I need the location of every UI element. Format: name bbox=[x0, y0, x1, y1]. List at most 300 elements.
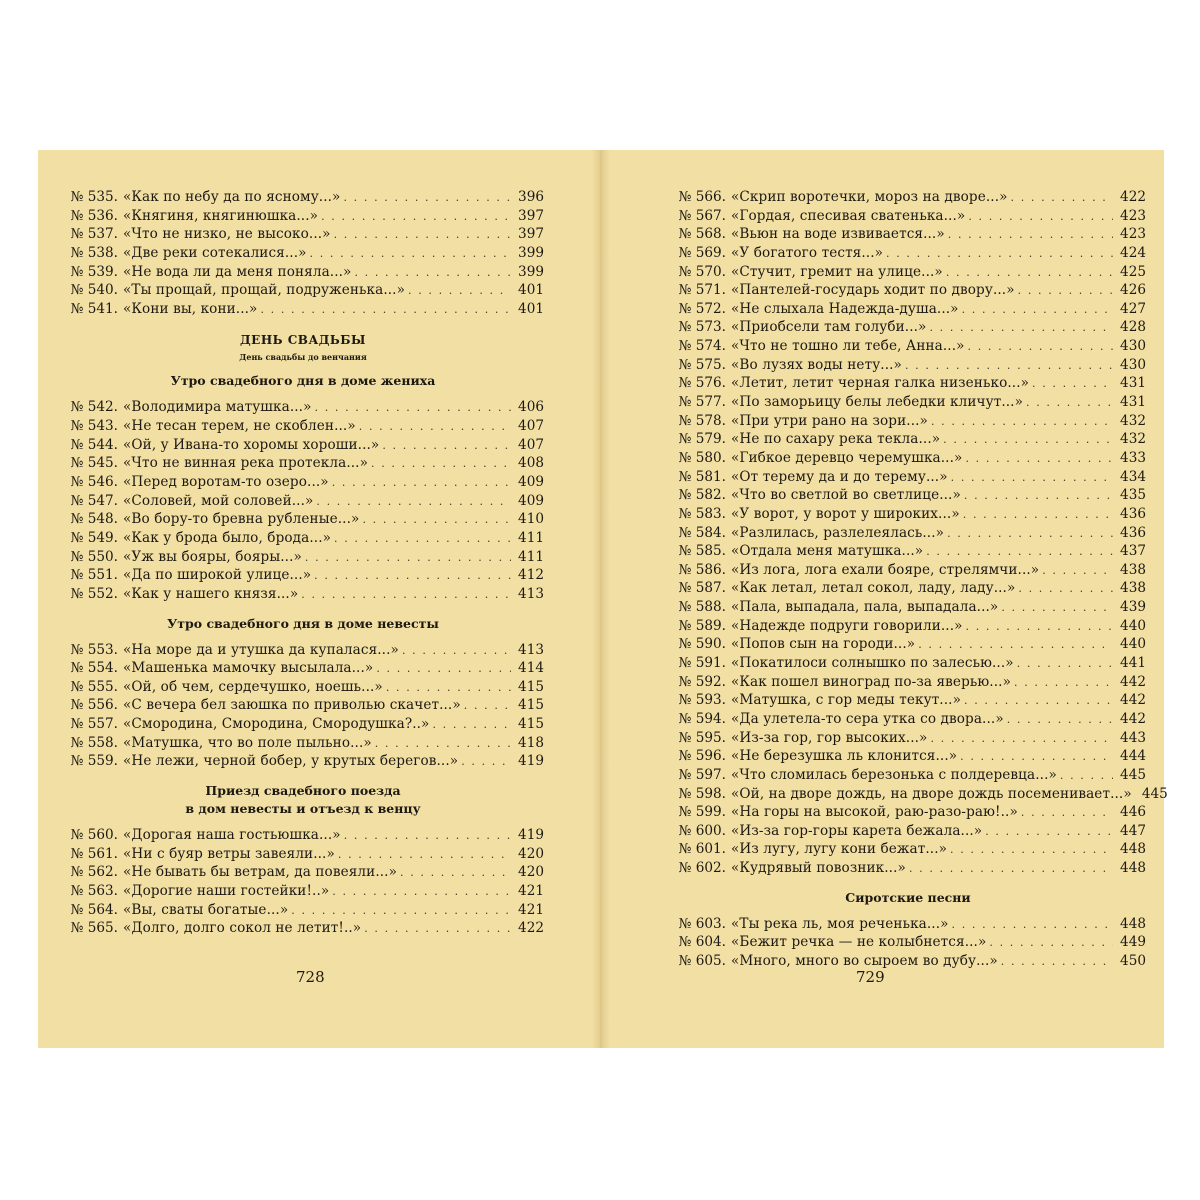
section-subheading: День свадьбы до венчания bbox=[239, 352, 367, 363]
entry-page: 427 bbox=[1120, 300, 1146, 317]
entry-number: № 575. bbox=[678, 356, 726, 373]
entry-title: «На море да и утушка да купалася...» bbox=[123, 641, 399, 658]
entry-page: 439 bbox=[1120, 599, 1146, 616]
entry-list bbox=[62, 642, 544, 772]
dot-leader bbox=[338, 848, 511, 861]
entry-number: № 599. bbox=[678, 804, 726, 821]
entry-page: 450 bbox=[1120, 952, 1146, 969]
entry-number: № 570. bbox=[678, 263, 726, 280]
entry-number: № 568. bbox=[678, 226, 726, 243]
toc-entry bbox=[670, 655, 1146, 674]
toc-entry bbox=[62, 902, 544, 921]
entry-title: «С вечера бел заюшка по приволью скачет...» bbox=[123, 697, 461, 714]
entry-number: № 561. bbox=[70, 845, 118, 862]
entry-page: 401 bbox=[518, 300, 544, 317]
group-heading: Утро свадебного дня в доме жениха bbox=[170, 373, 436, 389]
toc-entry bbox=[62, 697, 544, 716]
entry-page: 397 bbox=[518, 207, 544, 224]
entry-title: «При утри рано на зори...» bbox=[731, 412, 928, 429]
toc-entry bbox=[670, 767, 1146, 786]
entry-number: № 586. bbox=[678, 561, 726, 578]
dot-leader bbox=[1018, 582, 1113, 595]
entry-title: «Не березушка ль клонится...» bbox=[731, 748, 958, 765]
dot-leader bbox=[344, 829, 511, 842]
dot-leader bbox=[371, 457, 511, 470]
entry-page: 438 bbox=[1120, 561, 1146, 578]
dot-leader bbox=[408, 284, 511, 297]
toc-entry bbox=[62, 264, 544, 283]
entry-number: № 551. bbox=[70, 567, 118, 584]
dot-leader bbox=[321, 210, 511, 223]
group-heading: Утро свадебного дня в доме невесты bbox=[167, 615, 439, 631]
entry-number: № 564. bbox=[70, 901, 118, 918]
entry-page: 401 bbox=[518, 282, 544, 299]
entry-title: «Не тесан терем, не скоблен...» bbox=[123, 418, 356, 435]
entry-title: «Как пошел виноград по-за яверью...» bbox=[731, 673, 1011, 690]
entry-list bbox=[62, 189, 544, 319]
entry-number: № 593. bbox=[678, 692, 726, 709]
entry-title: «Попов сын на городи...» bbox=[731, 636, 916, 653]
entry-title: «Ой, у Ивана-то хоромы хороши...» bbox=[123, 436, 380, 453]
entry-page: 425 bbox=[1120, 263, 1146, 280]
dot-leader bbox=[886, 247, 1113, 260]
dot-leader bbox=[354, 266, 511, 279]
dot-leader bbox=[1060, 769, 1113, 782]
dot-leader bbox=[1011, 191, 1113, 204]
entry-number: № 578. bbox=[678, 412, 726, 429]
dot-leader bbox=[332, 885, 511, 898]
toc-entry bbox=[62, 920, 544, 939]
entry-title: «На горы на высокой, раю-разо-раю!..» bbox=[731, 804, 1018, 821]
dot-leader bbox=[1017, 657, 1113, 670]
entry-title: «Приобсели там голуби...» bbox=[731, 319, 927, 336]
dot-leader bbox=[909, 862, 1113, 875]
toc-column-right bbox=[670, 189, 1168, 972]
entry-page: 436 bbox=[1120, 505, 1146, 522]
entry-page: 407 bbox=[518, 436, 544, 453]
entry-page: 424 bbox=[1120, 244, 1146, 261]
book-gutter bbox=[592, 150, 610, 1048]
entry-page: 399 bbox=[518, 263, 544, 280]
entry-number: № 545. bbox=[70, 455, 118, 472]
entry-page: 423 bbox=[1120, 207, 1146, 224]
entry-number: № 583. bbox=[678, 505, 726, 522]
entry-title: «Матушка, что во поле пыльно...» bbox=[123, 734, 372, 751]
entry-number: № 571. bbox=[678, 282, 726, 299]
entry-number: № 562. bbox=[70, 864, 118, 881]
entry-number: № 547. bbox=[70, 492, 118, 509]
entry-title: «От терему да и до терему...» bbox=[731, 468, 948, 485]
entry-title: «Во лузях воды нету...» bbox=[731, 356, 902, 373]
left-page bbox=[38, 150, 592, 1048]
entry-page: 411 bbox=[518, 529, 544, 546]
entry-title: «Ой, об чем, сердечушко, ноешь...» bbox=[123, 678, 383, 695]
toc-entry bbox=[670, 245, 1146, 264]
toc-entry bbox=[670, 208, 1146, 227]
entry-page: 447 bbox=[1120, 822, 1146, 839]
entry-title: «Ой, на дворе дождь, на дворе дождь посеменивает...» bbox=[731, 785, 1132, 802]
entry-title: «Что сломилась березонька с полдеревца...» bbox=[731, 766, 1057, 783]
toc-entry bbox=[62, 846, 544, 865]
entry-number: № 585. bbox=[678, 543, 726, 560]
entry-number: № 598. bbox=[678, 785, 726, 802]
entry-title: «Скрип воротечки, мороз на дворе...» bbox=[731, 189, 1008, 205]
toc-entry bbox=[670, 841, 1146, 860]
dot-leader bbox=[1026, 396, 1113, 409]
entry-title: «Матушка, с гор меды текут...» bbox=[731, 692, 961, 709]
entry-page: 430 bbox=[1120, 356, 1146, 373]
toc-entry bbox=[670, 487, 1146, 506]
entry-title: «Из лугу, лугу кони бежат...» bbox=[731, 841, 948, 858]
toc-entry bbox=[670, 636, 1146, 655]
dot-leader bbox=[943, 433, 1113, 446]
entry-number: № 584. bbox=[678, 524, 726, 541]
dot-leader bbox=[334, 228, 511, 241]
entry-number: № 588. bbox=[678, 599, 726, 616]
entry-page: 408 bbox=[518, 455, 544, 472]
right-page bbox=[610, 150, 1168, 1048]
toc-entry bbox=[62, 455, 544, 474]
entry-number: № 576. bbox=[678, 375, 726, 392]
entry-title: «Из-за гор, гор высоких...» bbox=[731, 729, 928, 746]
entry-page: 418 bbox=[518, 734, 544, 751]
dot-leader bbox=[968, 340, 1113, 353]
dot-leader bbox=[968, 210, 1113, 223]
entry-title: «Володимира матушка...» bbox=[123, 399, 312, 416]
entry-page: 432 bbox=[1120, 431, 1146, 448]
dot-leader bbox=[464, 699, 511, 712]
toc-entry bbox=[670, 543, 1146, 562]
dot-leader bbox=[962, 303, 1113, 316]
dot-leader bbox=[1042, 564, 1113, 577]
toc-entry bbox=[670, 711, 1146, 730]
entry-page: 415 bbox=[518, 697, 544, 714]
dot-leader bbox=[963, 508, 1113, 521]
toc-entry bbox=[62, 474, 544, 493]
entry-title: «По заморьицу белы лебедки кличут...» bbox=[731, 394, 1024, 411]
toc-entry bbox=[670, 338, 1146, 357]
toc-entry bbox=[670, 823, 1146, 842]
toc-entry bbox=[62, 660, 544, 679]
dot-leader bbox=[291, 904, 511, 917]
entry-title: «Ты прощай, прощай, подруженька...» bbox=[123, 282, 406, 299]
entry-number: № 590. bbox=[678, 636, 726, 653]
entry-page: 434 bbox=[1120, 468, 1146, 485]
dot-leader bbox=[382, 439, 511, 452]
toc-entry bbox=[670, 506, 1146, 525]
toc-entry bbox=[62, 511, 544, 530]
toc-entry bbox=[62, 437, 544, 456]
toc-entry bbox=[670, 394, 1146, 413]
entry-page: 407 bbox=[518, 418, 544, 435]
entry-number: № 577. bbox=[678, 394, 726, 411]
dot-leader bbox=[989, 936, 1113, 949]
entry-page: 444 bbox=[1120, 748, 1146, 765]
entry-title: «Ни с буяр ветры завеяли...» bbox=[123, 845, 335, 862]
toc-entry bbox=[670, 916, 1146, 935]
dot-leader bbox=[402, 644, 511, 657]
entry-number: № 537. bbox=[70, 226, 118, 243]
entry-page: 445 bbox=[1141, 785, 1168, 802]
entry-number: № 550. bbox=[70, 548, 118, 565]
dot-leader bbox=[931, 415, 1113, 428]
toc-entry bbox=[670, 599, 1146, 618]
entry-page: 442 bbox=[1120, 692, 1146, 709]
toc-entry bbox=[670, 580, 1146, 599]
dot-leader bbox=[1021, 806, 1113, 819]
dot-leader bbox=[1001, 955, 1113, 968]
entry-page: 396 bbox=[518, 189, 544, 205]
toc-entry bbox=[62, 208, 544, 227]
entry-title: «Пала, выпадала, пала, выпадала...» bbox=[731, 599, 999, 616]
entry-page: 448 bbox=[1120, 841, 1146, 858]
entry-title: «Две реки сотекалися...» bbox=[123, 244, 307, 261]
entry-page: 440 bbox=[1120, 617, 1146, 634]
dot-leader bbox=[376, 662, 511, 675]
toc-entry bbox=[670, 319, 1146, 338]
entry-number: № 582. bbox=[678, 487, 726, 504]
entry-title: «Как по небу да по ясному...» bbox=[123, 189, 341, 205]
entry-title: «У богатого тестя...» bbox=[731, 244, 884, 261]
entry-number: № 539. bbox=[70, 263, 118, 280]
toc-entry bbox=[670, 189, 1146, 208]
toc-entry bbox=[62, 679, 544, 698]
dot-leader bbox=[926, 545, 1113, 558]
entry-page: 413 bbox=[518, 585, 544, 602]
entry-number: № 591. bbox=[678, 655, 726, 672]
toc-entry bbox=[670, 804, 1146, 823]
entry-title: «Не лежи, черной бобер, у крутых берегов...» bbox=[123, 753, 459, 770]
entry-title: «Бежит речка — не колыбнется...» bbox=[731, 934, 987, 951]
entry-page: 399 bbox=[518, 244, 544, 261]
entry-page: 420 bbox=[518, 845, 544, 862]
entry-number: № 572. bbox=[678, 300, 726, 317]
toc-entry bbox=[62, 642, 544, 661]
entry-number: № 592. bbox=[678, 673, 726, 690]
entry-title: «Что не низко, не высоко...» bbox=[123, 226, 331, 243]
toc-entry bbox=[62, 549, 544, 568]
entry-number: № 557. bbox=[70, 716, 118, 733]
dot-leader bbox=[966, 620, 1113, 633]
entry-page: 419 bbox=[518, 753, 544, 770]
toc-entry bbox=[670, 357, 1146, 376]
dot-leader bbox=[364, 922, 511, 935]
entry-title: «Кудрявый повозник...» bbox=[731, 860, 906, 877]
entry-number: № 546. bbox=[70, 474, 118, 491]
entry-number: № 548. bbox=[70, 511, 118, 528]
entry-page: 446 bbox=[1120, 804, 1146, 821]
entry-number: № 549. bbox=[70, 529, 118, 546]
entry-title: «Что не тошно ли тебе, Анна...» bbox=[731, 338, 965, 355]
entry-title: «Что во светлой во светлице...» bbox=[731, 487, 961, 504]
entry-title: «Надежде подруги говорили...» bbox=[731, 617, 963, 634]
dot-leader bbox=[1018, 284, 1113, 297]
entry-number: № 603. bbox=[678, 915, 726, 932]
dot-leader bbox=[1001, 601, 1113, 614]
entry-page: 443 bbox=[1120, 729, 1146, 746]
toc-entry bbox=[62, 753, 544, 772]
entry-number: № 566. bbox=[678, 189, 726, 205]
toc-entry bbox=[62, 399, 544, 418]
dot-leader bbox=[930, 732, 1113, 745]
entry-page: 410 bbox=[518, 511, 544, 528]
entry-page: 422 bbox=[518, 920, 544, 937]
dot-leader bbox=[1014, 676, 1113, 689]
entry-title: «Дорогая наша гостьюшка...» bbox=[123, 827, 341, 844]
entry-number: № 543. bbox=[70, 418, 118, 435]
entry-number: № 558. bbox=[70, 734, 118, 751]
entry-page: 414 bbox=[518, 660, 544, 677]
entry-title: «Пантелей-государь ходит по двору...» bbox=[731, 282, 1015, 299]
entry-number: № 544. bbox=[70, 436, 118, 453]
dot-leader bbox=[343, 191, 511, 204]
dot-leader bbox=[960, 750, 1113, 763]
dot-leader bbox=[316, 495, 511, 508]
toc-entry bbox=[62, 567, 544, 586]
entry-page: 409 bbox=[518, 492, 544, 509]
entry-page: 449 bbox=[1120, 934, 1146, 951]
entry-page: 406 bbox=[518, 399, 544, 416]
entry-title: «Машенька мамочку высылала...» bbox=[123, 660, 374, 677]
entry-page: 421 bbox=[518, 882, 544, 899]
entry-number: № 538. bbox=[70, 244, 118, 261]
entry-number: № 567. bbox=[678, 207, 726, 224]
toc-entry bbox=[62, 716, 544, 735]
entry-number: № 595. bbox=[678, 729, 726, 746]
entry-number: № 554. bbox=[70, 660, 118, 677]
toc-entry bbox=[670, 450, 1146, 469]
toc-entry bbox=[670, 413, 1146, 432]
toc-entry bbox=[62, 530, 544, 549]
toc-entry bbox=[62, 189, 544, 208]
entry-number: № 579. bbox=[678, 431, 726, 448]
entry-title: «Вьюн на воде извивается...» bbox=[731, 226, 945, 243]
entry-page: 412 bbox=[518, 567, 544, 584]
entry-title: «Отдала меня матушка...» bbox=[731, 543, 924, 560]
entry-page: 432 bbox=[1120, 412, 1146, 429]
entry-number: № 605. bbox=[678, 952, 726, 969]
entry-number: № 589. bbox=[678, 617, 726, 634]
entry-list bbox=[670, 916, 1146, 972]
entry-page: 442 bbox=[1120, 673, 1146, 690]
entry-page: 435 bbox=[1120, 487, 1146, 504]
entry-title: «Кони вы, кони...» bbox=[123, 300, 258, 317]
dot-leader bbox=[964, 489, 1113, 502]
entry-page: 397 bbox=[518, 226, 544, 243]
dot-leader bbox=[400, 866, 511, 879]
dot-leader bbox=[305, 551, 511, 564]
dot-leader bbox=[905, 359, 1113, 372]
toc-entry bbox=[62, 226, 544, 245]
dot-leader bbox=[947, 527, 1113, 540]
entry-number: № 580. bbox=[678, 449, 726, 466]
entry-number: № 602. bbox=[678, 860, 726, 877]
entry-number: № 594. bbox=[678, 710, 726, 727]
entry-number: № 596. bbox=[678, 748, 726, 765]
section-heading: ДЕНЬ СВАДЬБЫ bbox=[240, 333, 366, 348]
entry-title: «Не вода ли да меня поняла...» bbox=[123, 263, 352, 280]
toc-entry bbox=[670, 934, 1146, 953]
entry-number: № 565. bbox=[70, 920, 118, 937]
toc-entry bbox=[670, 562, 1146, 581]
entry-number: № 587. bbox=[678, 580, 726, 597]
dot-leader bbox=[929, 321, 1113, 334]
entry-number: № 563. bbox=[70, 882, 118, 899]
dot-leader bbox=[461, 755, 511, 768]
entry-page: 448 bbox=[1120, 915, 1146, 932]
entry-number: № 542. bbox=[70, 399, 118, 416]
dot-leader bbox=[362, 513, 511, 526]
toc-entry bbox=[62, 493, 544, 512]
dot-leader bbox=[946, 266, 1113, 279]
dot-leader bbox=[1007, 713, 1113, 726]
group-heading: Сиротские песни bbox=[845, 889, 971, 905]
toc-entry bbox=[62, 418, 544, 437]
entry-number: № 573. bbox=[678, 319, 726, 336]
dot-leader bbox=[965, 452, 1113, 465]
dot-leader bbox=[359, 420, 511, 433]
entry-page: 438 bbox=[1120, 580, 1146, 597]
entry-page: 428 bbox=[1120, 319, 1146, 336]
entry-title: «Уж вы бояры, бояры...» bbox=[123, 548, 302, 565]
entry-title: «Гордая, спесивая сватенька...» bbox=[731, 207, 966, 224]
toc-entry bbox=[62, 586, 544, 605]
entry-page: 411 bbox=[518, 548, 544, 565]
dot-leader bbox=[985, 825, 1113, 838]
entry-title: «Смородина, Смородина, Смородушка?..» bbox=[123, 716, 430, 733]
toc-entry bbox=[670, 618, 1146, 637]
entry-list bbox=[670, 189, 1168, 879]
entry-list bbox=[62, 399, 544, 604]
entry-page: 419 bbox=[518, 827, 544, 844]
toc-entry bbox=[62, 883, 544, 902]
entry-number: № 581. bbox=[678, 468, 726, 485]
entry-number: № 552. bbox=[70, 585, 118, 602]
entry-title: «Вы, сваты богатые...» bbox=[123, 901, 289, 918]
entry-number: № 536. bbox=[70, 207, 118, 224]
entry-number: № 604. bbox=[678, 934, 726, 951]
entry-page: 415 bbox=[518, 678, 544, 695]
entry-title: «Из-за гор-горы карета бежала...» bbox=[731, 822, 983, 839]
entry-title: «Разлилась, разлелеялась...» bbox=[731, 524, 945, 541]
dot-leader bbox=[918, 638, 1113, 651]
entry-title: «Как летал, летал сокол, ладу, ладу...» bbox=[731, 580, 1016, 597]
entry-number: № 560. bbox=[70, 827, 118, 844]
entry-title: «Соловей, мой соловей...» bbox=[123, 492, 314, 509]
entry-page: 433 bbox=[1120, 449, 1146, 466]
entry-title: «Не слыхала Надежда-душа...» bbox=[731, 300, 959, 317]
page-number: 729 bbox=[856, 968, 885, 986]
entry-page: 415 bbox=[518, 716, 544, 733]
dot-leader bbox=[1032, 377, 1113, 390]
toc-entry bbox=[670, 860, 1146, 879]
dot-leader bbox=[432, 718, 511, 731]
entry-page: 441 bbox=[1120, 655, 1146, 672]
entry-title: «Перед воротам-то озеро...» bbox=[123, 474, 329, 491]
page-number: 728 bbox=[296, 968, 325, 986]
toc-entry bbox=[670, 375, 1146, 394]
toc-entry bbox=[670, 785, 1168, 805]
toc-entry bbox=[670, 264, 1146, 283]
entry-page: 442 bbox=[1120, 710, 1146, 727]
dot-leader bbox=[948, 228, 1113, 241]
toc-entry bbox=[670, 431, 1146, 450]
toc-entry bbox=[670, 748, 1146, 767]
toc-entry bbox=[670, 953, 1146, 972]
toc-entry bbox=[670, 692, 1146, 711]
entry-number: № 535. bbox=[70, 189, 118, 205]
dot-leader bbox=[952, 918, 1113, 931]
